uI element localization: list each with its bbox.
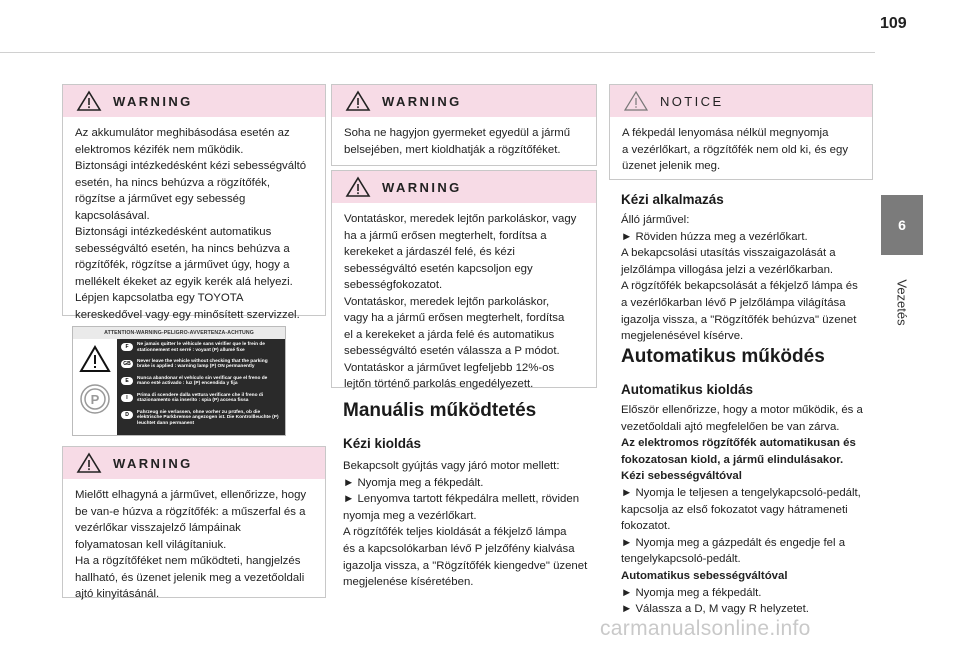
manual-release-text [343,458,601,591]
text-line: ► Nyomja meg a gázpedált és engedje fel a [621,536,846,549]
text-line: ► Nyomja meg a fékpedált. [343,476,484,489]
sticker-row-text: Never leave the vehicle without checking that the parking brake is applied : warning lamp (P) ON permanently [137,358,268,370]
warning-triangle-icon [346,177,370,197]
chapter-title [889,262,915,342]
warning-triangle-icon [77,91,101,111]
text-line: és a kapcsolókarban lévő P jelzőfény kialvása [343,542,575,555]
warning-title: WARNING [113,93,193,109]
sticker-row [121,342,281,357]
subheading-manual-release: Kézi kioldás [343,436,422,451]
subheading-manual-apply: Kézi alkalmazás [621,192,724,207]
text-line: vezetőoldali ajtó megfelelően be van zárva. [621,420,840,433]
watermark: carmanualsonline.info [600,617,811,640]
sticker-row [121,393,281,408]
warning-body [332,117,596,166]
notice-body [610,117,872,183]
sticker-row-text: Prima di scendere dalla vettura verificare che il freno di stazionamento sia inserito : spia (P) accesa fissa [137,392,264,404]
text-line: kapcsolja az első fokozatot vagy hátrameneti [621,503,848,516]
text-line: Automatikus sebességváltóval [621,569,788,582]
text-line: igazolja vissza, a "Rögzítőfék behúzva" üzenet [621,313,857,326]
text-line: ► Lenyomva tartott fékpedálra mellett, röviden [343,493,580,506]
text-line: megjelenése kíséretében. [343,576,474,589]
sticker-row-text: Fahrzeug nie verlassen, ohne vorher zu prüfen, ob die elektrische Parkbremse angezogen ist. Die Kontrollleuchte (P) leuchtet dann permanent [137,409,279,426]
sticker-row [121,359,281,374]
text-line: Először ellenőrizze, hogy a motor működik, és a [621,404,863,416]
section-heading-manual: Manuális működtetés [343,400,537,421]
sticker-row-text: Ne jamais quitter le véhicule sans vérifier que le frein de stationnement est serré : voyant (P) allumé fixe [137,342,265,353]
sticker-row [121,376,281,391]
warning-text: Soha ne hagyjon gyermeket egyedül a jármű belsejében, mert kioldhatják a rögzítőféket. [344,127,571,156]
chapter-number: 6 [898,217,906,233]
warning-header [332,171,596,203]
warning-header [63,85,325,117]
notice-triangle-icon [624,91,648,111]
text-line: fokozatot. [621,520,671,533]
parking-brake-warning-label-image [72,326,286,436]
header-divider [0,52,875,53]
text-line: A rögzítőfék bekapcsolását a fékjelző lámpa és [621,280,858,293]
sticker-header: ATTENTION-WARNING-PELIGRO-AVVERTENZA-ACHTUNG [73,327,285,339]
chapter-tab[interactable] [881,195,923,255]
text-line: ► Válassza a D, M vagy R helyzetet. [621,603,809,616]
warning-title: WARNING [382,93,462,109]
section-heading-automatic: Automatikus működés [621,346,825,367]
language-badge: E [121,377,133,385]
warning-box-battery [62,84,326,321]
warning-header [332,85,596,117]
text-line: nyomja meg a vezérlőkart. [343,509,477,522]
text-line: Álló járművel: [621,214,690,226]
svg-text:P: P [90,392,100,407]
warning-triangle-icon [73,339,117,435]
text-line: A bekapcsolási utasítás visszaigazolását a [621,247,836,260]
language-badge: F [121,343,133,351]
manual-apply-text [621,212,879,345]
notice-header [610,85,872,117]
warning-body [63,117,325,331]
warning-triangle-icon [77,453,101,473]
text-line: megjelenésével kísérve. [621,330,744,343]
text-line: ► Nyomja le teljesen a tengelykapcsoló-pedált, [621,486,861,499]
subheading-automatic-release: Automatikus kioldás [621,382,754,397]
sticker-icons [73,339,117,435]
warning-text: Mielőtt elhagyná a járművet, ellenőrizze, hogy be van-e húzva a rögzítőfék: a műszerfal és a vezérlőkar visszajelző lámpáinak folyamatosan kell világítaniuk. Ha a rögzítőféket nem működteti, hangjelzés hallható, és üzenet jelenik meg a vezetőoldali ajtó kinyitásánál. [75,489,307,600]
warning-title: WARNING [113,455,193,471]
notice-text: A fékpedál lenyomása nélkül megnyomja a vezérlőkart, a rögzítőfék nem old ki, és egy üzenet jelenik meg. [622,127,849,172]
text-line: ► Röviden húzza meg a vezérlőkart. [621,230,808,243]
text-line: jelzőlámpa villogása jelzi a vezérlőkarban. [621,263,834,276]
warning-box-leaving-vehicle [62,446,326,598]
warning-triangle-icon [346,91,370,111]
page-number: 109 [880,15,907,32]
language-badge: GB [121,360,133,368]
text-line: Az elektromos rögzítőfék automatikusan és [621,437,856,450]
warning-header [63,447,325,479]
text-line: A rögzítőfék teljes kioldását a fékjelző lámpa [343,526,567,539]
warning-box-children [331,84,597,166]
sticker-row-text: Nunca abandonar el vehículo sin verificar que el freno de mano esté activado : luz (P) encendida y fija [137,375,268,387]
chapter-title-text: Vezetés [894,278,910,326]
notice-box [609,84,873,180]
warning-body [63,479,325,611]
warning-text: Az akkumulátor meghibásodása esetén az elektromos kézifék nem működik. Biztonsági intézkedésként kézi sebességváltó esetén, ha nincs behúzva a rögzítőfék, rögzítse a járművet egy sebesség kapcsolásával. Biztonsági intézkedésként automatikus sebességváltó esetén, ha nincs behúzva a rögzítőfék, rögzítse a járművet úgy, hogy a mellékelt ékeket az egyik kerék alá helyezi. Lépjen kapcsolatba egy TOYOTA kereskedővel vagy egy minősített szervizzel. [75,127,307,321]
warning-title: WARNING [382,179,462,195]
text-line: Bekapcsolt gyújtás vagy járó motor mellett: [343,460,560,472]
sticker-text-panel [117,339,285,435]
warning-box-towing [331,170,597,388]
notice-title: NOTICE [660,93,724,109]
warning-body [332,203,596,401]
text-line: igazolja vissza, a "Rögzítőfék kiengedve" üzenet [343,559,588,572]
warning-text: Vontatáskor, meredek lejtőn parkoláskor, vagy ha a jármű erősen megterhelt, fordítsa a kerekeket a járdaszél felé, és kézi sebességváltó esetén kapcsoljon egy sebességfokozatot. Vontatáskor, meredek lejtőn parkoláskor, vagy ha a jármű erősen megterhelt, fordítsa el a kerekeket a járda felé és automatikus sebességváltó esetén válassza a P módot. Vontatáskor a járművet legfeljebb 12%-os lejtőn történő parkolás engedélyezett. [344,213,577,390]
language-badge: D [121,411,133,419]
automatic-release-text [621,402,879,618]
language-badge: I [121,394,133,402]
text-line: a vezérlőkarban lévő P jelzőlámpa világítása [621,296,846,309]
text-line: tengelykapcsoló-pedált. [621,553,741,566]
sticker-row [121,410,281,425]
text-line: fokozatosan kiold, a jármű elindulásakor. [621,453,844,466]
text-line: ► Nyomja meg a fékpedált. [621,586,762,599]
text-line: Kézi sebességváltóval [621,470,742,483]
